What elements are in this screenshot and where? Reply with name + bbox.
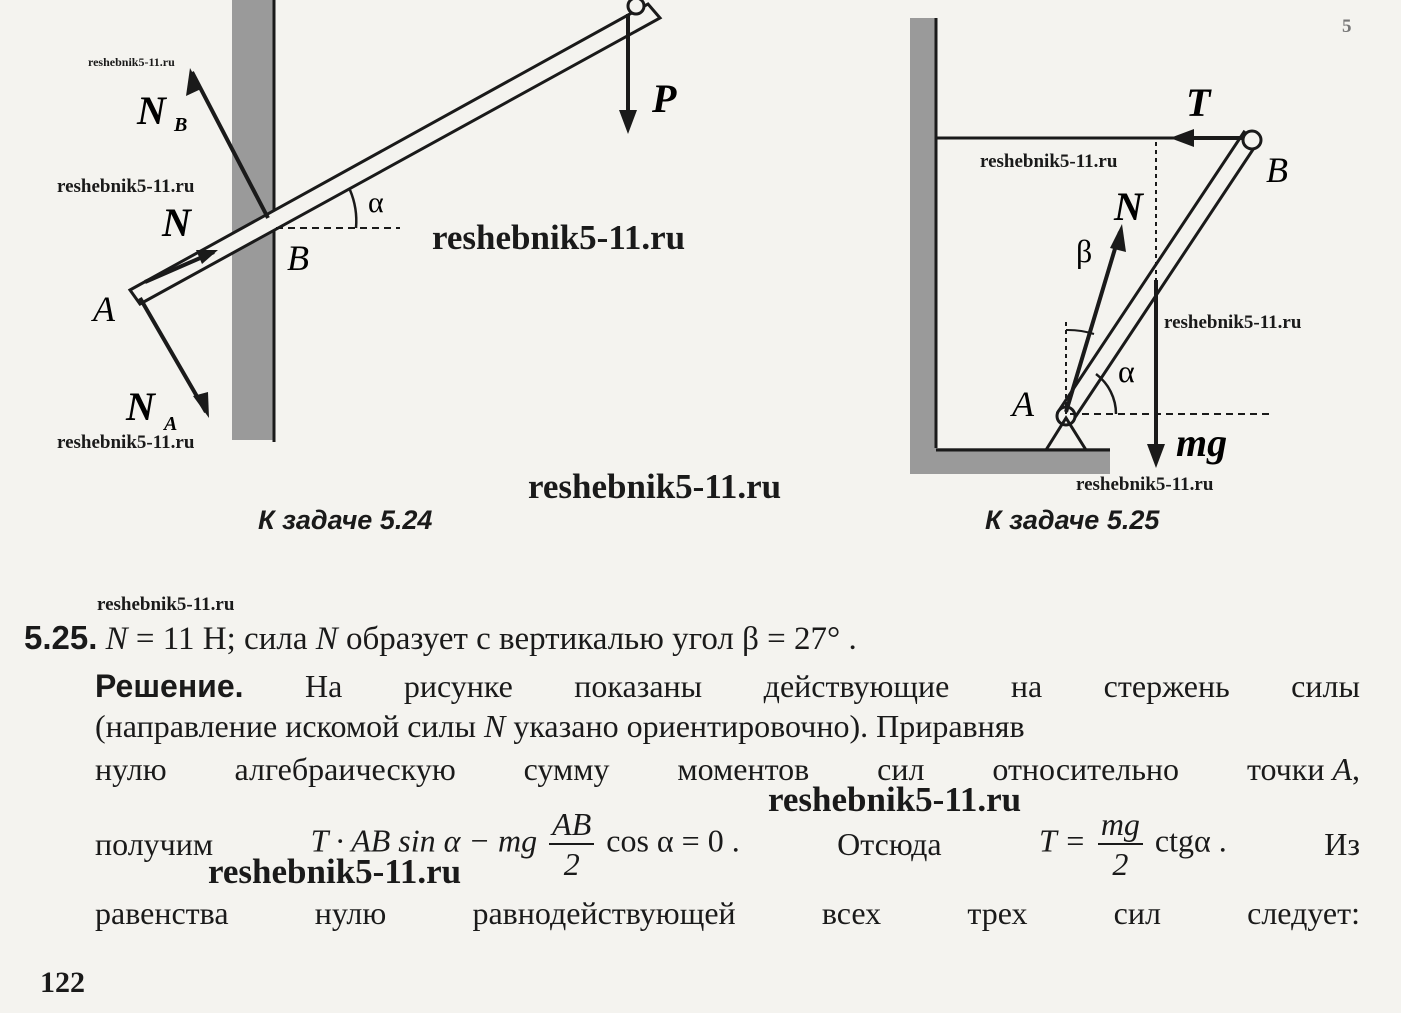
line1-word-0: На: [305, 668, 343, 704]
watermark: reshebnik5-11.ru: [1164, 312, 1302, 333]
vertical-wall: [910, 18, 936, 474]
equation-1-left: T · AB sin α − mg: [310, 822, 538, 859]
line5-word-1: нулю: [314, 895, 387, 931]
equation-1-right: cos α = 0 .: [606, 822, 740, 859]
answer-symbol-n: N: [105, 621, 128, 657]
caption-5-24: К задаче 5.24: [258, 505, 433, 535]
label-n: N: [162, 200, 191, 245]
page-number: 122: [40, 966, 85, 999]
line3-word-0: нулю: [95, 751, 167, 787]
answer-text-1: = 11 Н; сила: [127, 621, 316, 657]
line5-word-3: всех: [821, 895, 882, 931]
watermark: reshebnik5-11.ru: [528, 467, 782, 506]
line3-word-6-text: точки: [1246, 751, 1325, 787]
equation-2-left: T =: [1039, 822, 1086, 859]
page-corner-mark: 5: [1342, 16, 1352, 37]
line5-word-6: следует:: [1247, 895, 1360, 931]
rod-ab: [130, 4, 660, 304]
watermark: reshebnik5-11.ru: [432, 218, 686, 257]
fraction-ab-over-2: [549, 808, 594, 880]
solution-label: Решение.: [95, 668, 244, 704]
force-p-head: [619, 110, 637, 134]
solution-line-3: [95, 749, 1360, 789]
line1-word-5: стержень: [1103, 668, 1230, 704]
solution-line-2: [95, 706, 1360, 746]
label-b: B: [1266, 150, 1288, 190]
label-beta: β: [1076, 233, 1093, 269]
figure-5-25: [900, 0, 1400, 500]
line1-word-2: показаны: [574, 668, 703, 704]
watermark: reshebnik5-11.ru: [980, 151, 1118, 172]
watermark: reshebnik5-11.ru: [88, 55, 175, 69]
line4-equation-2: [1039, 808, 1227, 880]
line5-word-5: сил: [1113, 895, 1161, 931]
label-alpha: α: [1118, 353, 1135, 389]
label-n: N: [1114, 184, 1143, 229]
label-b: B: [287, 238, 309, 278]
equation-2-right: ctgα .: [1154, 822, 1227, 859]
label-t: T: [1186, 80, 1211, 125]
line4-otsyuda: Отсюда: [837, 826, 942, 862]
line3-word-3: моментов: [677, 751, 810, 787]
line4-end: Из: [1324, 826, 1360, 862]
answer-symbol-n-2: N: [315, 621, 338, 657]
line3-word-1: алгебраическую: [234, 751, 456, 787]
fraction-mg-numerator: mg: [1098, 808, 1143, 845]
fraction-ab-numerator: AB: [549, 808, 594, 845]
solution-line-1: [95, 666, 1360, 706]
label-na-subscript: A: [164, 413, 178, 435]
angle-alpha-arc: [350, 190, 356, 228]
line3-word-4: сил: [877, 751, 925, 787]
line3-word-6: [1247, 749, 1360, 789]
line3-comma: ,: [1351, 751, 1360, 787]
answer-text-2: образует с вертикалью угол β = 27° .: [337, 621, 857, 657]
label-p: P: [652, 76, 677, 121]
line5-word-4: трех: [967, 895, 1028, 931]
line3-word-5: относительно: [992, 751, 1180, 787]
watermark: reshebnik5-11.ru: [1076, 474, 1214, 495]
label-a: A: [1012, 384, 1034, 424]
force-mg-head: [1147, 444, 1165, 468]
fraction-mg-over-2: [1098, 808, 1143, 880]
fraction-mg-denominator: 2: [1112, 846, 1129, 882]
label-nb-subscript: B: [174, 114, 188, 136]
line2-symbol-n: N: [484, 708, 506, 744]
answer-number: 5.25.: [24, 619, 98, 656]
answer-line: [24, 618, 1289, 659]
line5-word-2: равнодействующей: [472, 895, 736, 931]
watermark: reshebnik5-11.ru: [57, 176, 195, 197]
line1-word-3: действующие: [763, 668, 950, 704]
line4-start: получим: [95, 826, 214, 862]
watermark: reshebnik5-11.ru: [208, 852, 462, 891]
line5-word-0: равенства: [95, 895, 229, 931]
fraction-ab-denominator: 2: [563, 846, 580, 882]
line1-word-6: силы: [1291, 668, 1360, 704]
line3-word-2: сумму: [523, 751, 610, 787]
line1-word-4: на: [1010, 668, 1043, 704]
force-na-head: [193, 392, 209, 418]
line2-after: указано ориентировочно). Приравняв: [505, 708, 1025, 744]
line2-before: (направление искомой силы: [95, 708, 485, 744]
hinge-top: [628, 0, 644, 14]
watermark: reshebnik5-11.ru: [57, 432, 195, 453]
hinge-b: [1243, 131, 1261, 149]
solution-line-5: [95, 893, 1360, 933]
label-alpha: α: [368, 186, 384, 219]
watermark: reshebnik5-11.ru: [97, 594, 235, 615]
watermark: reshebnik5-11.ru: [768, 780, 1022, 819]
label-a: A: [93, 289, 115, 329]
line1-word-1: рисунке: [403, 668, 513, 704]
caption-5-25: К задаче 5.25: [985, 505, 1160, 535]
floor: [910, 448, 1110, 474]
label-mg: mg: [1176, 420, 1228, 465]
label-nb: N: [137, 88, 166, 133]
label-na: N: [126, 384, 155, 429]
line3-symbol-a: A: [1332, 751, 1352, 787]
force-t-head: [1170, 129, 1194, 147]
